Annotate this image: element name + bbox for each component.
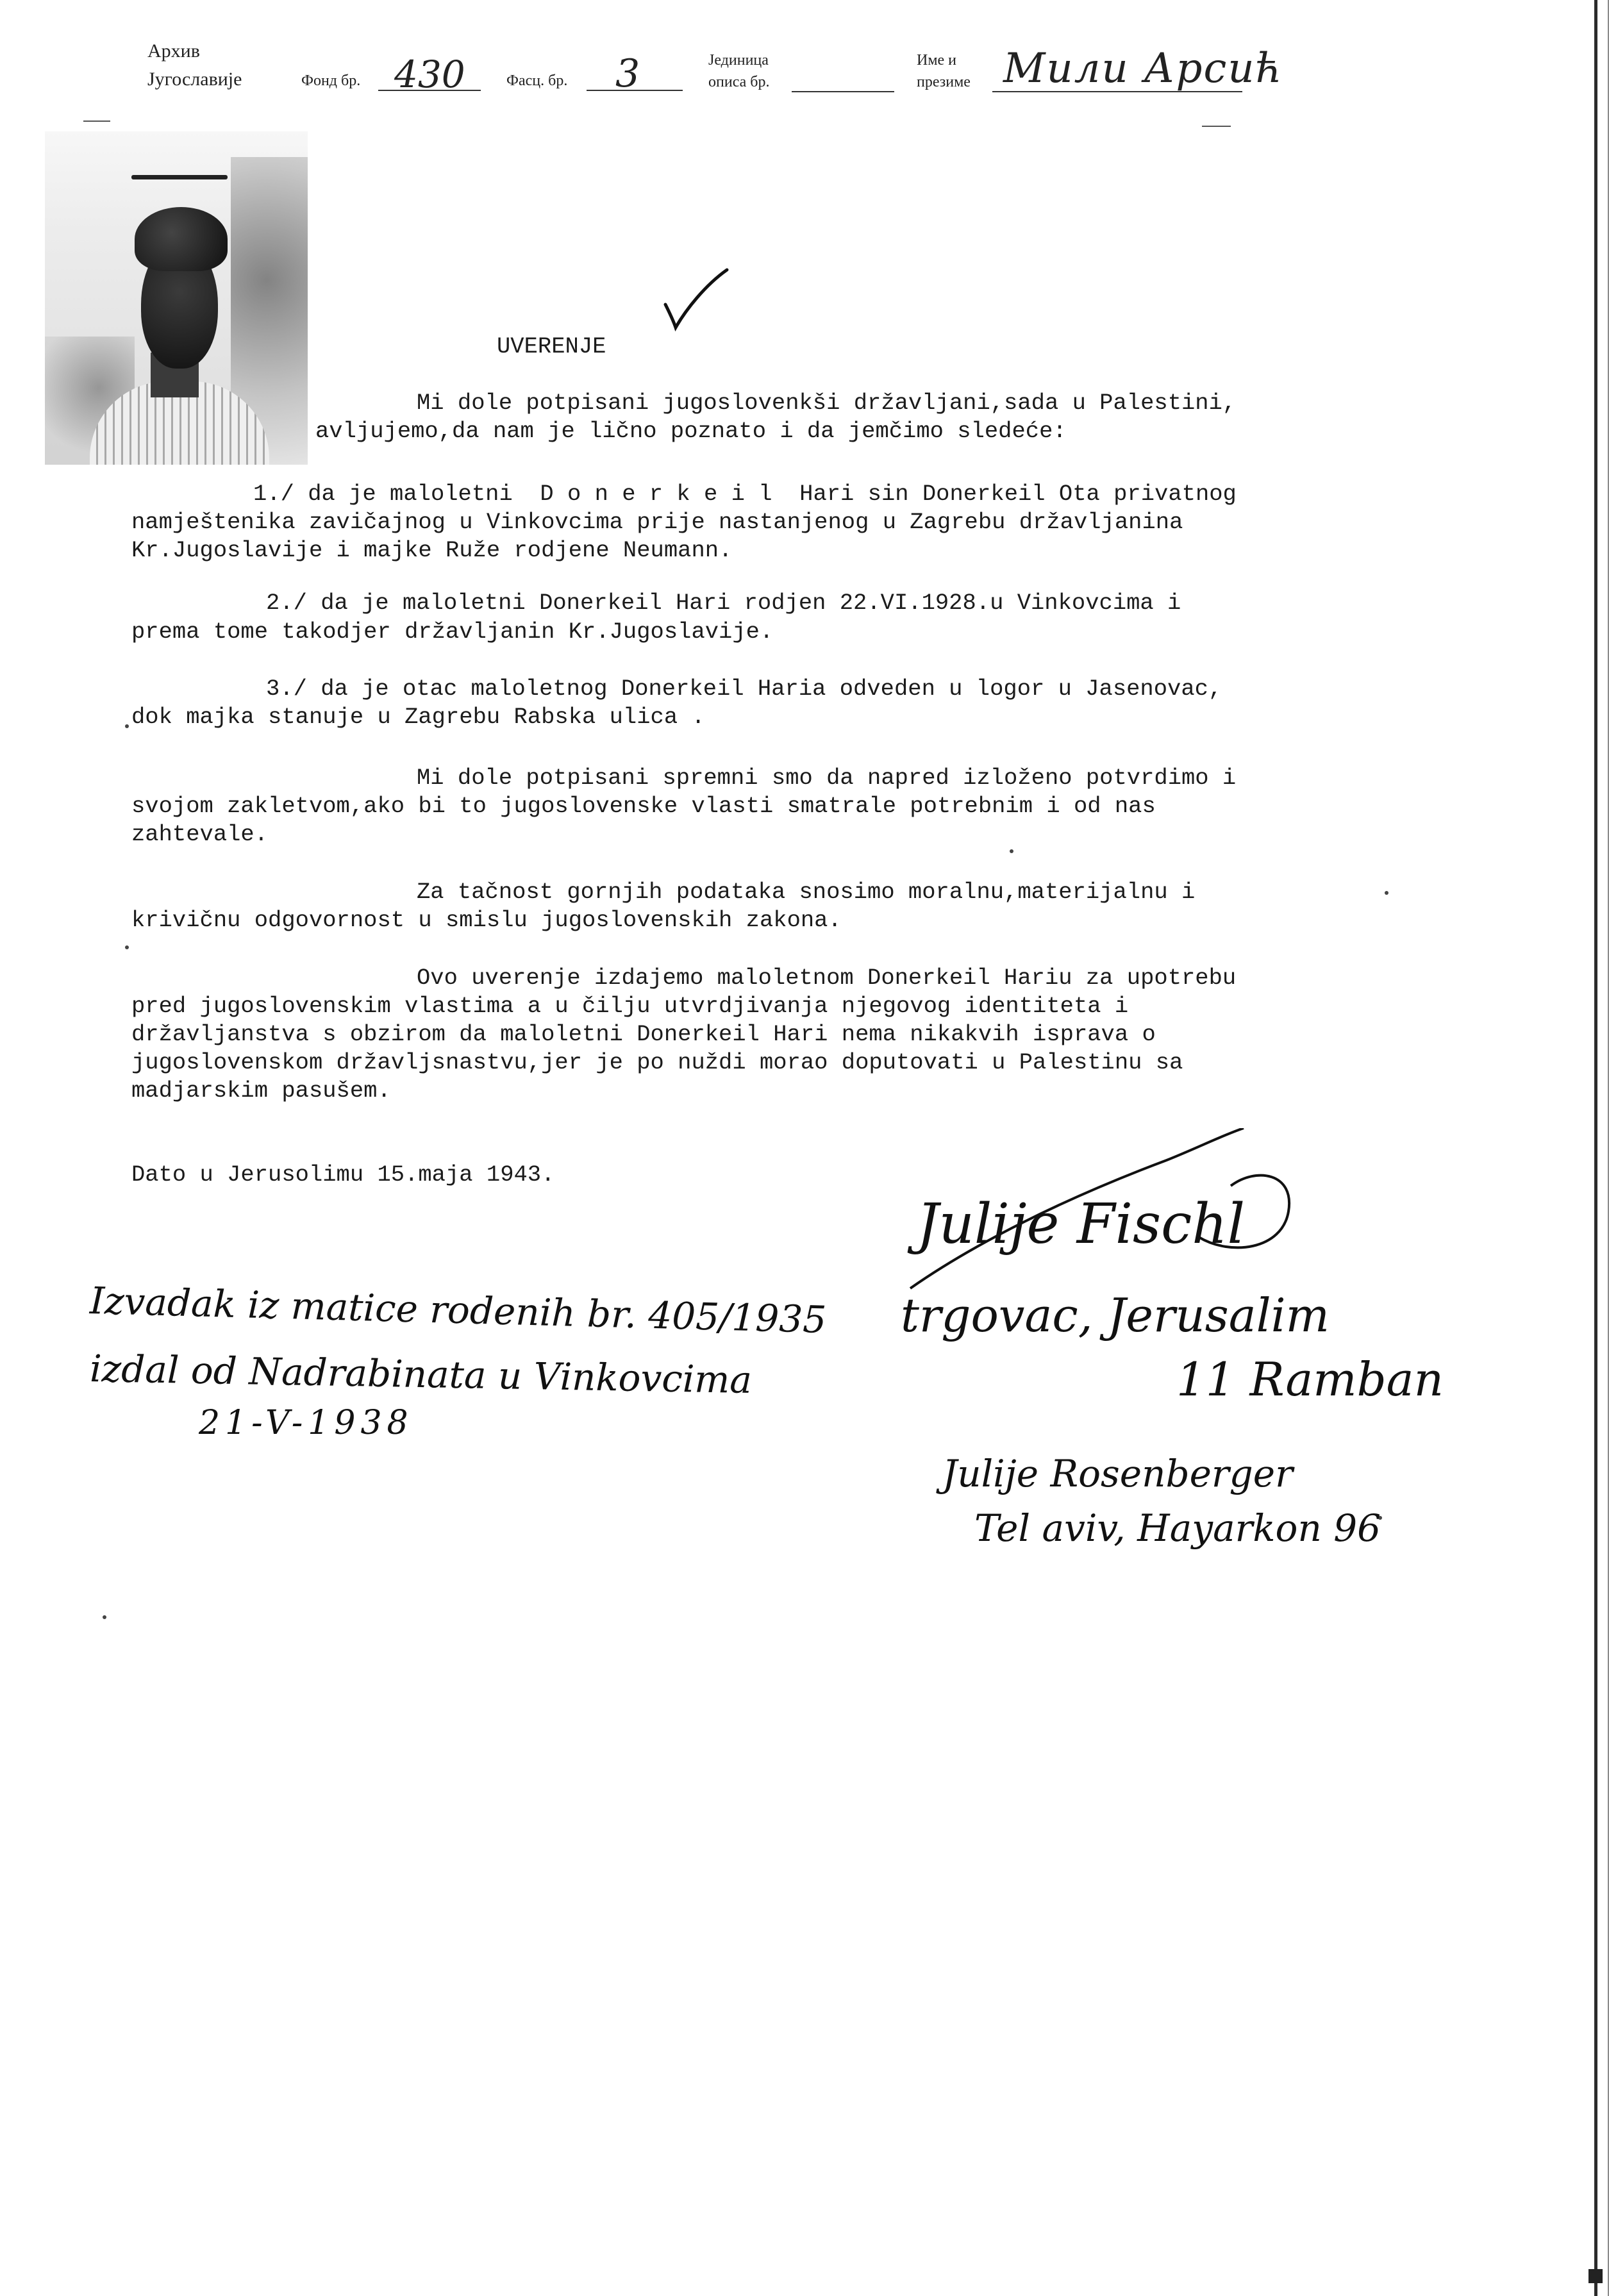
fasc-label: Фасц. бр. <box>506 72 568 89</box>
item1-line-1: 1./ da je maloletni D o n e r k e i l Hari sin Donerkeil Ota privatnog <box>253 481 1237 507</box>
paper-clip-mark <box>131 175 228 179</box>
item3-line-2: dok majka stanuje u Zagrebu Rabska ulica . <box>131 704 705 730</box>
scan-speck <box>103 1615 106 1619</box>
signature-1-occupation: trgovac, Jerusalim <box>901 1288 1330 1342</box>
fond-label: Фонд бр. <box>301 72 361 89</box>
oath-line-3: zahtevale. <box>131 821 269 847</box>
signature-1-address: 11 Ramban <box>1176 1352 1444 1406</box>
scan-speck <box>1010 849 1013 853</box>
purpose-line-2: pred jugoslovenskim vlastima a u čilju utvrdjivanja njegovog identiteta i <box>131 993 1129 1019</box>
scan-corner-mark <box>1588 2269 1603 2283</box>
purpose-line-5: madjarskim pasušem. <box>131 1077 391 1104</box>
oath-line-1: Mi dole potpisani spremni smo da napred izloženo potvrdimo i <box>417 765 1237 791</box>
date-place-line: Dato u Jerusolimu 15.maja 1943. <box>131 1161 555 1188</box>
liability-line-2: krivičnu odgovornost u smislu jugoslovenskih zakona. <box>131 907 842 933</box>
intro-line-2: avljujemo,da nam je lično poznato i da jemčimo sledeće: <box>315 418 1067 444</box>
scan-edge <box>1594 0 1597 2296</box>
note-line-2: izdal od Nadrabinata u Vinkovcima <box>89 1346 753 1402</box>
purpose-line-4: jugoslovenskom državljsnastvu,jer je po nuždi morao doputovati u Palestinu sa <box>131 1049 1183 1076</box>
archive-label-line1: Архив <box>147 40 200 62</box>
archive-label-line2: Југославије <box>147 69 242 90</box>
name-label-line2: презиме <box>917 74 971 90</box>
unit-label-line1: Јединица <box>708 52 769 69</box>
item1-line-2: namještenika zavičajnog u Vinkovcima prije nastanjenog u Zagrebu državljanina <box>131 509 1183 535</box>
name-label-line1: Име и <box>917 52 957 69</box>
item3-line-1: 3./ da je otac maloletnog Donerkeil Haria odveden u logor u Jasenovac, <box>266 676 1222 702</box>
unit-label-line2: описа бр. <box>708 74 770 90</box>
item2-line-2: prema tome takodjer državljanin Kr.Jugoslavije. <box>131 619 774 645</box>
scan-speck <box>125 724 129 728</box>
signature-2-name: Julije Rosenberger <box>942 1452 1293 1495</box>
note-line-1: Izvadak iz matice rodenih br. 405/1935 <box>89 1278 828 1342</box>
item2-line-1: 2./ da je maloletni Donerkeil Hari rodjen 22.VI.1928.u Vinkovcima i <box>266 590 1181 616</box>
item1-line-3: Kr.Jugoslavije i majke Ruže rodjene Neumann. <box>131 537 733 563</box>
purpose-line-3: državljanstva s obzirom da maloletni Donerkeil Hari nema nikakvih isprava o <box>131 1021 1156 1047</box>
portrait-photo <box>45 131 308 465</box>
oath-line-2: svojom zakletvom,ako bi to jugoslovenske vlasti smatrale potrebnim i od nas <box>131 793 1156 819</box>
document-title: UVERENJE <box>497 333 606 360</box>
unit-underline <box>792 91 894 92</box>
scan-speck <box>1385 891 1388 895</box>
header-rule-left <box>83 121 110 122</box>
signature-1-name: Julije Fischl <box>917 1192 1246 1256</box>
name-value: Мили Арсић <box>1003 45 1283 92</box>
checkmark-icon <box>660 266 731 333</box>
liability-line-1: Za tačnost gornjih podataka snosimo moralnu,materijalnu i <box>417 879 1196 905</box>
note-line-3: 21-V-1938 <box>199 1404 413 1442</box>
header-rule-right <box>1202 126 1231 127</box>
signature-2-address: Tel aviv, Hayarkon 96 <box>974 1506 1381 1550</box>
fasc-value: 3 <box>615 51 640 96</box>
fond-value: 430 <box>394 53 465 96</box>
intro-line-1: Mi dole potpisani jugoslovenkši državljani,sada u Palestini, <box>417 390 1237 416</box>
purpose-line-1: Ovo uverenje izdajemo maloletnom Donerkeil Hariu za upotrebu <box>417 965 1237 991</box>
scan-speck <box>125 945 129 949</box>
